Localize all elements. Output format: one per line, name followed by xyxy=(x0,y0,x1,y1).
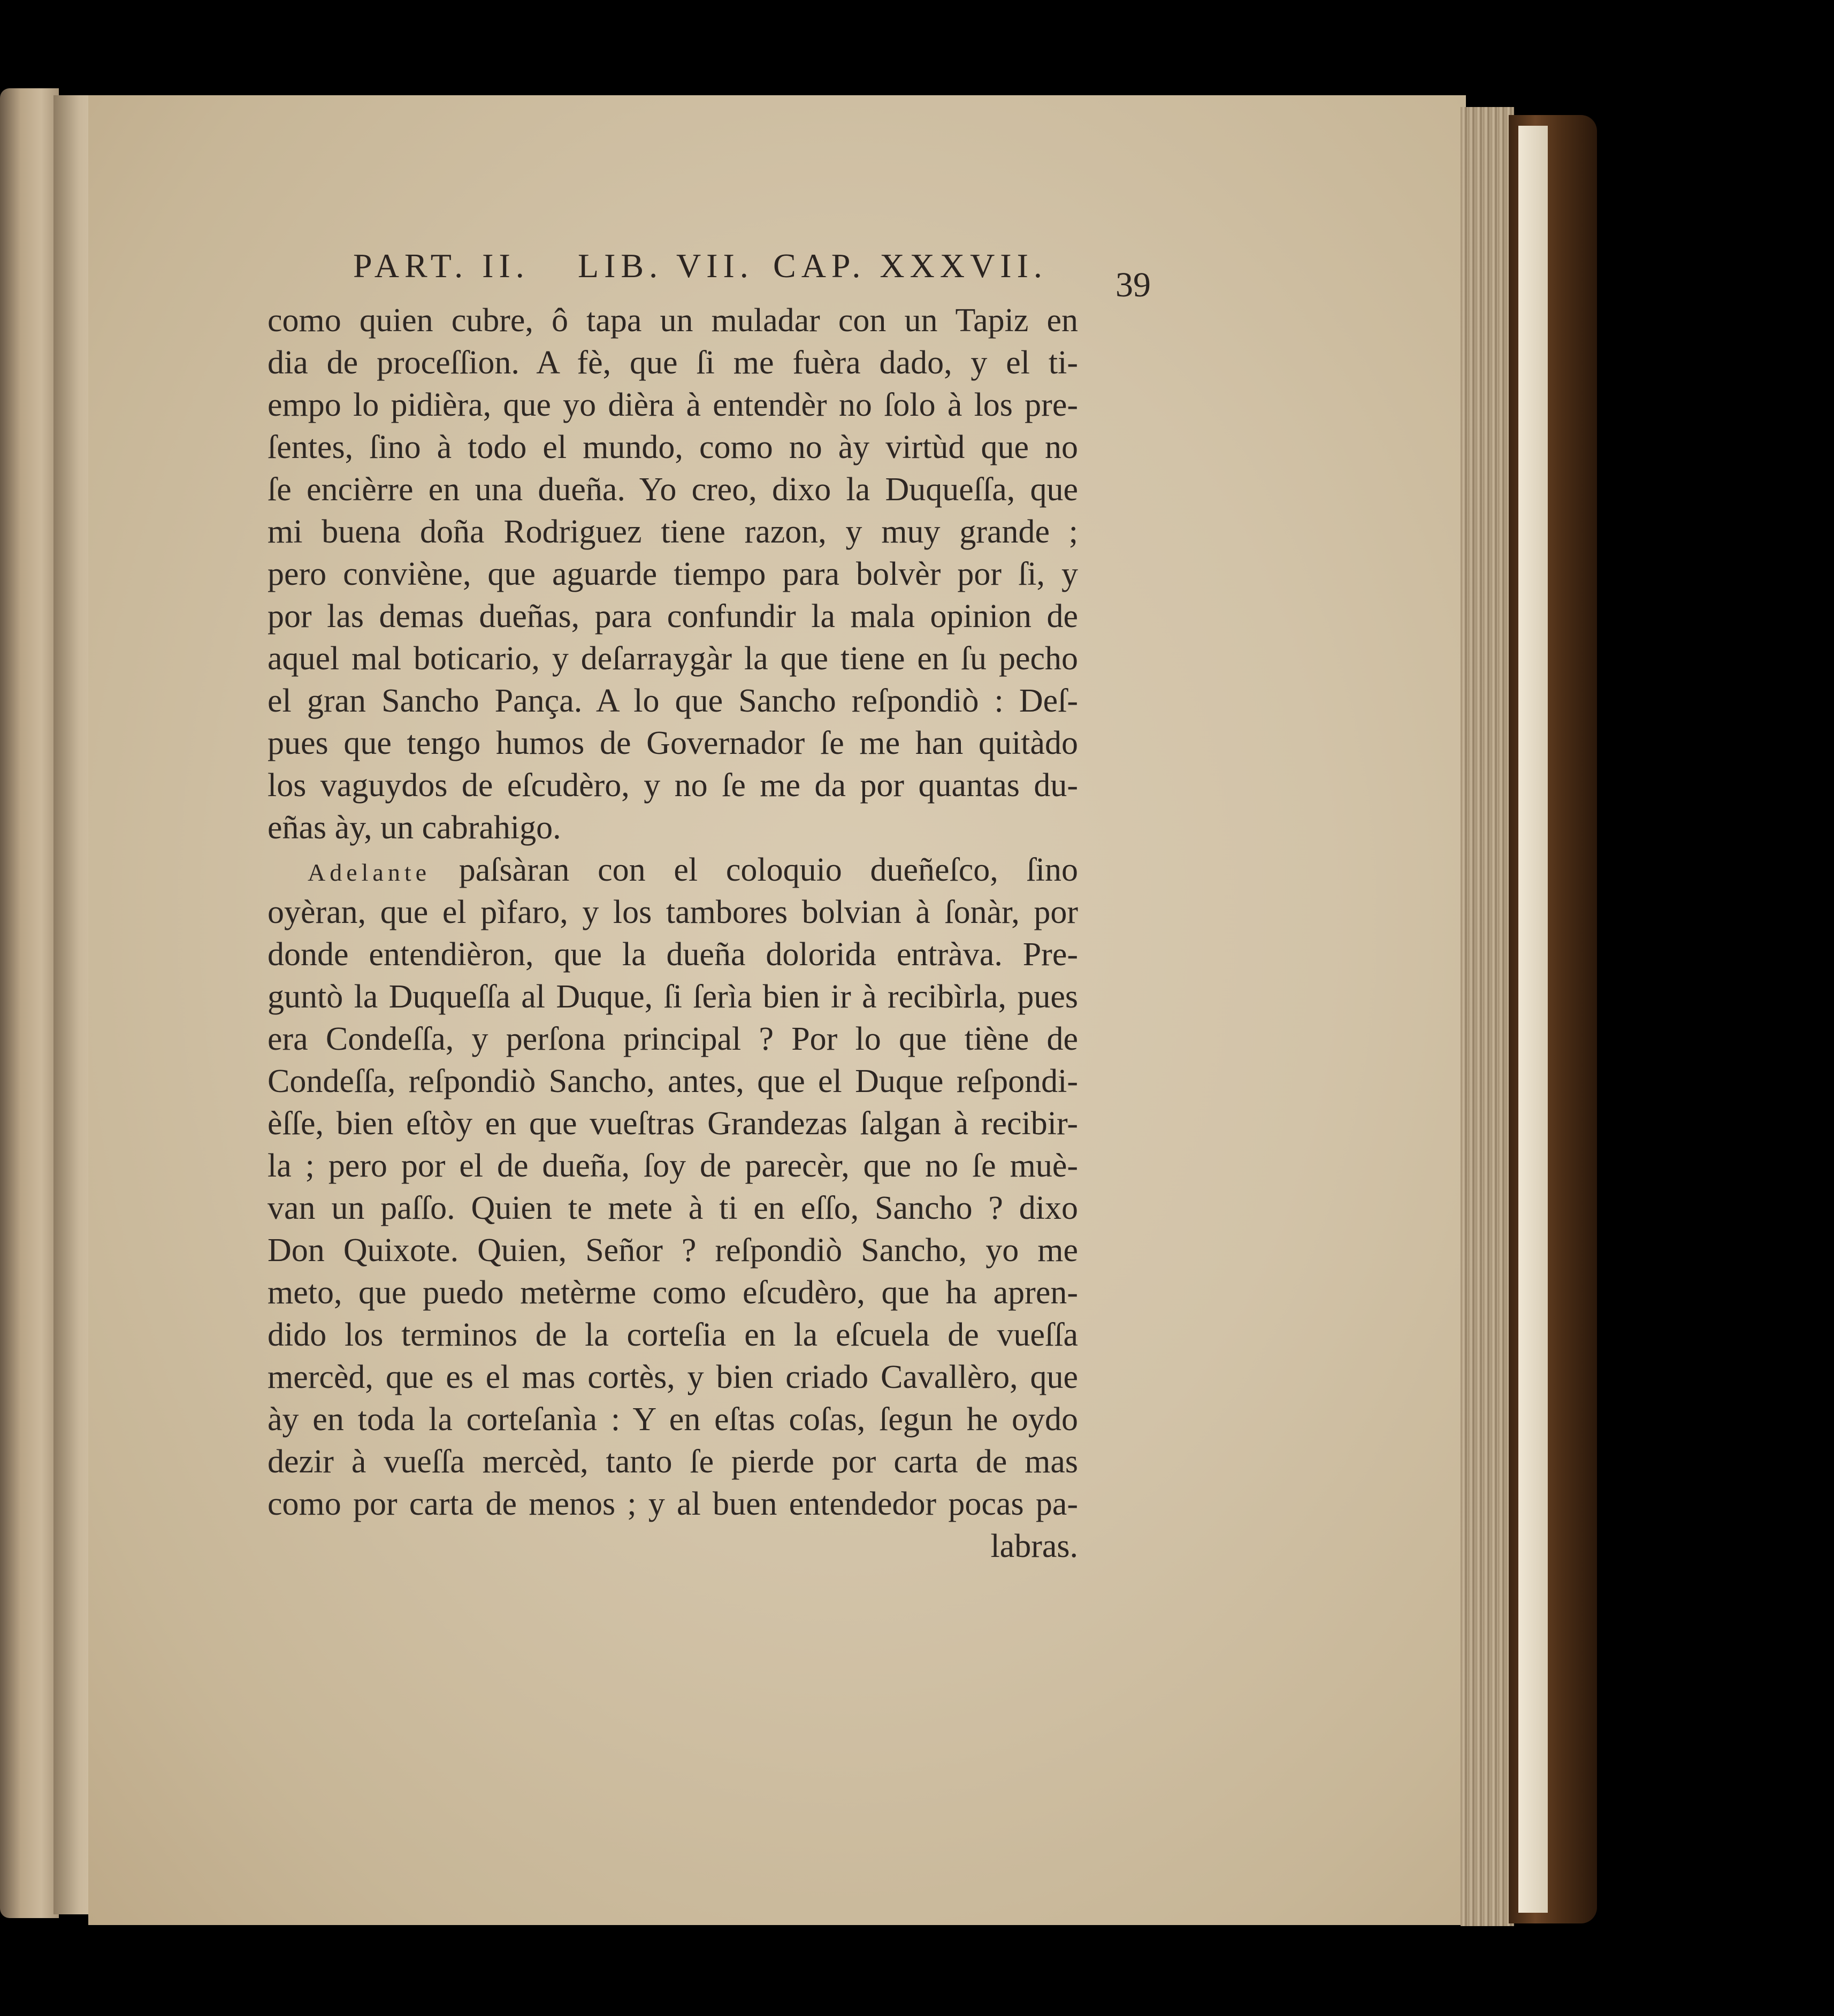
text-line: donde entendièron, que la dueña dolorida entràva. Pre- xyxy=(268,936,1078,973)
running-head-cap: CAP. XXXVII. xyxy=(773,247,1048,285)
text-line: van un paſſo. Quien te mete à ti en eſſo, Sancho ? dixo xyxy=(268,1190,1078,1226)
text-line: pues que tengo humos de Governador ſe me han quitàdo xyxy=(268,725,1078,761)
text-line: èſſe, bien eſtòy en que vueſtras Grandezas ſalgan à recibir- xyxy=(268,1105,1078,1142)
text-line: era Condeſſa, y perſona principal ? Por lo que tiène de xyxy=(268,1021,1078,1057)
text-line: dia de proceſſion. A fè, que ſi me fuèra dado, y el ti- xyxy=(268,345,1078,381)
text-line: mercèd, que es el mas cortès, y bien criado Cavallèro, que xyxy=(268,1359,1078,1395)
text-line: mi buena doña Rodriguez tiene razon, y muy grande ; xyxy=(268,514,1078,550)
text-line: guntò la Duqueſſa al Duque, ſi ſerìa bien ir à recibìrla, pues xyxy=(268,979,1078,1015)
text-line: meto, que puedo metèrme como eſcudèro, que ha apren- xyxy=(268,1274,1078,1311)
text-line: como por carta de menos ; y al buen entendedor pocas pa- xyxy=(268,1486,1078,1522)
text-line: ſentes, ſino à todo el mundo, como no ày virtùd que no xyxy=(268,429,1078,465)
page-block-edge xyxy=(1461,107,1514,1926)
text-line: la ; pero por el de dueña, ſoy de parecèr, que no ſe muè- xyxy=(268,1148,1078,1184)
text-line: por las demas dueñas, para confundir la mala opinion de xyxy=(268,598,1078,635)
text-line: Don Quixote. Quien, Señor ? reſpondiò Sancho, yo me xyxy=(268,1232,1078,1269)
text-line: como quien cubre, ô tapa un muladar con un Tapiz en xyxy=(268,302,1078,339)
text-line: dezir à vueſſa mercèd, tanto ſe pierde por carta de mas xyxy=(268,1444,1078,1480)
text-line: ſe encièrre en una dueña. Yo creo, dixo la Duqueſſa, que xyxy=(268,471,1078,508)
body-text xyxy=(268,300,1078,1568)
running-head-part: PART. II. xyxy=(353,247,530,285)
text-line: dido los terminos de la corteſia en la eſcuela de vueſſa xyxy=(268,1317,1078,1353)
text-line: los vaguydos de eſcudèro, y no ſe me da por quantas du- xyxy=(268,767,1078,804)
text-line: el gran Sancho Pança. A lo que Sancho reſpondiò : Deſ- xyxy=(268,683,1078,719)
small-caps-lead-word: Adelante xyxy=(308,859,431,886)
running-head-lib: LIB. VII. xyxy=(578,247,754,285)
left-facing-page xyxy=(0,88,59,1918)
text-fragment: paſsàran con el coloquio dueñeſco, ſino xyxy=(458,852,1078,888)
page-number: 39 xyxy=(1115,265,1151,304)
text-line: pero conviène, que aguarde tiempo para bolvèr por ſi, y xyxy=(268,556,1078,592)
endpaper-edge xyxy=(1518,126,1548,1913)
text-line: oyèran, que el pìfaro, y los tambores bolvian à ſonàr, por xyxy=(268,894,1078,930)
text-line: ày en toda la corteſanìa : Y en eſtas coſas, ſegun he oydo xyxy=(268,1401,1078,1438)
text-line: Condeſſa, reſpondiò Sancho, antes, que el Duque reſpondi- xyxy=(268,1063,1078,1099)
text-line: aquel mal boticario, y deſarraygàr la que tiene en ſu pecho xyxy=(268,640,1078,677)
text-line: eñas ày, un cabrahigo. xyxy=(268,810,561,846)
catchword: labras. xyxy=(990,1528,1078,1564)
text-line: empo lo pidièra, que yo dièra à entendèr no ſolo à los pre- xyxy=(268,387,1078,423)
paragraph-opening-line xyxy=(268,849,1078,891)
